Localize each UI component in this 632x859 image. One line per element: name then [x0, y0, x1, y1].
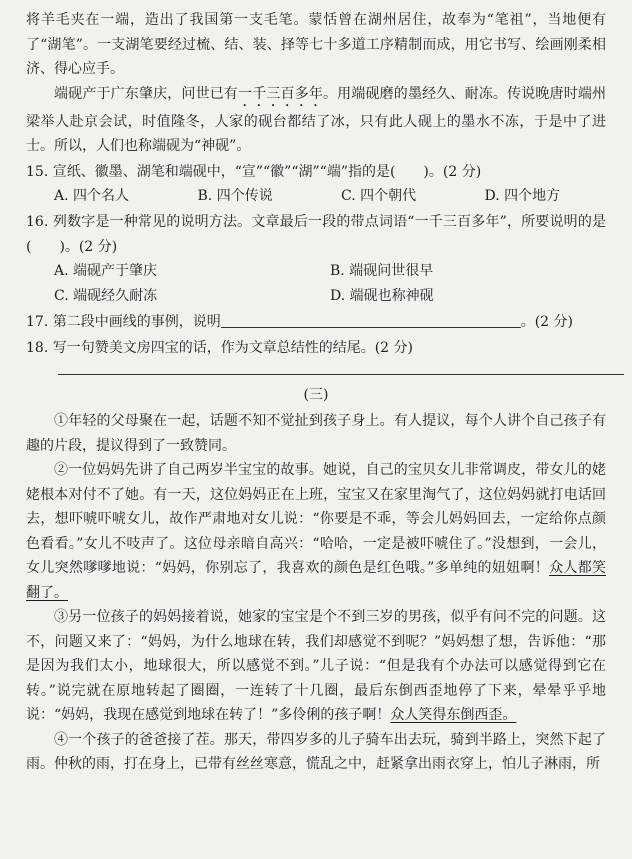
passage-paragraph-maobi: 将羊毛夹在一端，造出了我国第一支毛笔。蒙恬曾在湖州居住，故奉为“笔祖”，当地便有了“湖笔”。一支湖笔要经过梳、结、装、择等七十多道工序精制而成，用它书写、绘画刚柔相济、得心应手。 [26, 12, 606, 77]
answer-line[interactable] [58, 374, 624, 375]
story-paragraph-4: ④一个孩子的爸爸接了茬。那天，带四岁多的儿子骑车出去玩，骑到半路上，突然下起了雨。仲秋的雨，打在身上，已带有丝丝寒意，慌乱之中，赶紧拿出雨衣穿上，怕儿子淋雨，所 [26, 731, 606, 772]
question-16-options-row2 [26, 284, 606, 309]
question-17: 17. 第二段中画线的事例，说明 。(2 分) [26, 314, 573, 330]
option-b[interactable]: B. 端砚问世很早 [330, 263, 434, 279]
question-16: 16. 列数字是一种常见的说明方法。文章最后一段的带点词语“一千三百多年”，所要说明的是( )。(2 分) [26, 214, 606, 255]
story-paragraph-3: ③另一位孩子的妈妈接着说，她家的宝宝是个不到三岁的男孩，似乎有问不完的问题。这不，问题又来了：“妈妈，为什么地球在转，我们却感觉不到呢？”妈妈想了想，告诉他：“那是因为我们太小，地球很大，所以感觉不到。”儿子说：“但是我有个办法可以感觉得到它在转。”说完就在原地转起了圈圈，一连转了十几圈，最后东倒西歪地停了下来，晕晕乎乎地说：“妈妈，我现在感觉到地球在转了！”多伶俐的孩子啊！众人笑得东倒西歪。 [26, 609, 606, 723]
question-16-options-row1 [26, 259, 606, 284]
story-paragraph-2: ②一位妈妈先讲了自己两岁半宝宝的故事。她说，自己的宝贝女儿非常调皮，带女儿的姥姥根本对付不了她。有一天，这位妈妈正在上班，宝宝又在家里淘气了，这位妈妈就打电话回去，想吓唬吓唬女儿，故作严肃地对女儿说：“你要是不乖，等会儿妈妈回去，一定给你点颜色看看。”女儿不吱声了。这位母亲暗自高兴：“哈哈，一定是被吓唬住了。”没想到，一会儿，女儿突然嗲嗲地说：“妈妈，你别忘了，我喜欢的颜色是红色哦。”多单纯的妞妞啊！众人都笑翻了。 [26, 462, 607, 601]
option-a[interactable]: A. 端砚产于肇庆 [54, 263, 158, 279]
option-d[interactable]: D. 端砚也称神砚 [330, 288, 434, 304]
question-15: 15. 宣纸、徽墨、湖笔和端砚中，“宣”“徽”“湖”“端”指的是( )。(2 分) [26, 163, 482, 180]
dotted-phrase: 一千三百多年 [238, 85, 324, 102]
underlined-sentence: 众人笑得东倒西歪。 [390, 707, 517, 723]
option-d[interactable]: D. 四个地方 [484, 188, 561, 204]
question-15-options [26, 184, 606, 209]
passage-paragraph-duanyan: 端砚产于广东肇庆，问世已有一千三百多年。用端砚磨的墨经久、耐冻。传说晚唐时端州梁举人赴京会试，时值隆冬，人家的砚台都结了冰，只有此人砚上的墨水不冻，于是中了进士。所以，人们也称端砚为“神砚”。 [26, 85, 607, 154]
question-18: 18. 写一句赞美文房四宝的话，作为文章总结性的结尾。(2 分) [26, 339, 413, 356]
option-a[interactable]: A. 四个名人 [54, 188, 130, 204]
option-b[interactable]: B. 四个传说 [197, 188, 273, 204]
option-c[interactable]: C. 端砚经久耐冻 [54, 288, 158, 304]
answer-blank[interactable] [221, 313, 521, 328]
option-c[interactable]: C. 四个朝代 [341, 188, 417, 204]
story-paragraph-1: ①年轻的父母聚在一起，话题不知不觉扯到孩子身上。有人提议，每个人讲个自己孩子有趣的片段，提议得到了一致赞同。 [26, 413, 606, 454]
section-title: (三) [303, 387, 329, 403]
underlined-sentence: 众人都笑翻了。 [26, 560, 607, 601]
